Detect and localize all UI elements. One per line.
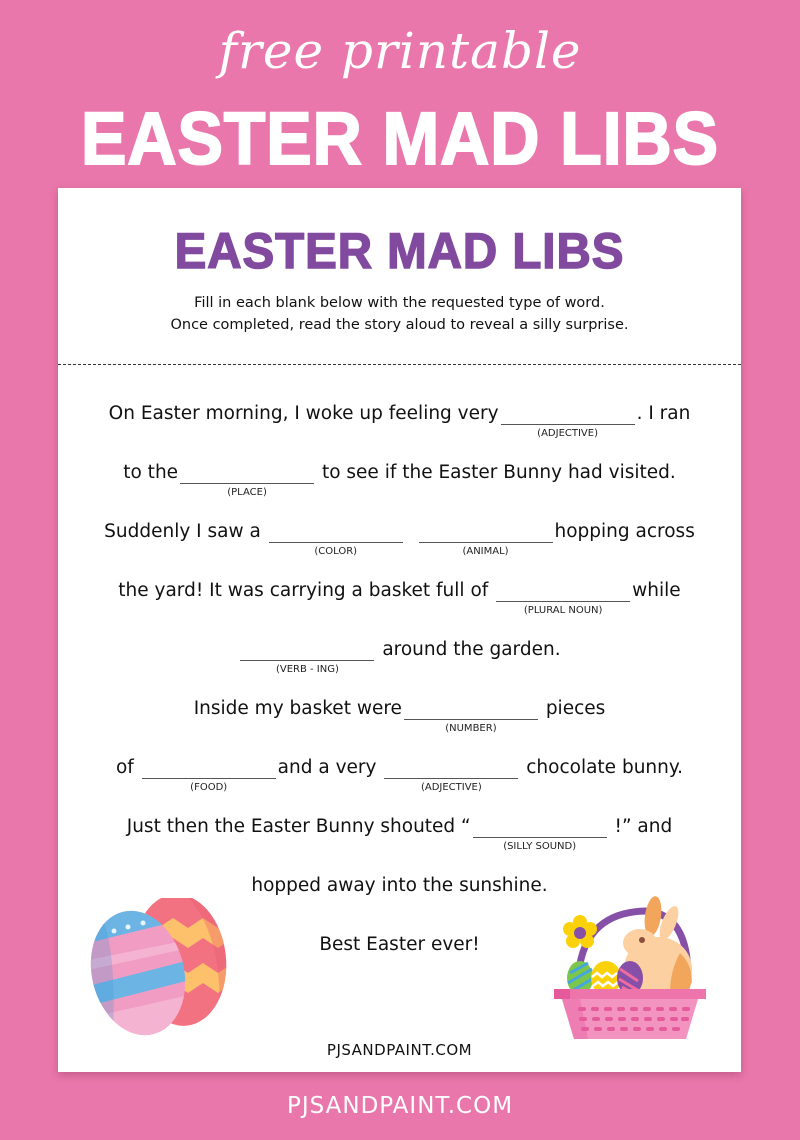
blank-number[interactable] — [404, 689, 538, 734]
blank-hint: (VERB - ING) — [275, 664, 339, 675]
blank-hint: (PLURAL NOUN) — [523, 605, 603, 616]
story-text: to the — [123, 462, 179, 483]
instruction-line-1: Fill in each blank below with the requested type of word. — [194, 295, 605, 311]
story-text: and a very — [277, 757, 377, 778]
bunny-basket-icon — [550, 891, 710, 1046]
story-closing: Best Easter ever! — [319, 934, 480, 955]
dashed-cut-line — [58, 364, 741, 365]
blank-hint: (SILLY SOUND) — [503, 841, 577, 852]
story-line-7 — [58, 748, 741, 807]
story-line-8 — [58, 807, 741, 866]
blank-adjective[interactable] — [501, 394, 635, 439]
story-text: around the garden. — [382, 639, 561, 660]
story-text: On Easter morning, I woke up feeling very — [108, 403, 499, 424]
story-text: chocolate bunny. — [526, 757, 684, 778]
sheet-footer-site: PJSANDPAINT.COM — [326, 1041, 473, 1059]
printable-sheet — [58, 188, 741, 1072]
blank-place[interactable] — [180, 453, 314, 498]
header-title: EASTER MAD LIBS — [81, 97, 719, 180]
blank-hint: (NUMBER) — [445, 723, 497, 734]
blank-color[interactable] — [269, 512, 403, 557]
story-text: of — [115, 757, 134, 778]
story-line-5 — [58, 630, 741, 689]
story-line-2 — [58, 453, 741, 512]
blank-silly-sound[interactable] — [473, 807, 607, 852]
blank-hint: (ANIMAL) — [462, 546, 509, 557]
blank-verb-ing[interactable] — [240, 630, 374, 675]
story-line-3 — [58, 512, 741, 571]
instructions — [58, 292, 741, 336]
story-text: hopping across — [554, 521, 695, 542]
blank-hint: (PLACE) — [227, 487, 267, 498]
blank-animal[interactable] — [419, 512, 553, 557]
story-text: pieces — [545, 698, 606, 719]
blank-food[interactable] — [142, 748, 276, 793]
story-text: Suddenly I saw a — [104, 521, 261, 542]
blank-hint: (COLOR) — [314, 546, 358, 557]
story-text: hopped away into the sunshine. — [251, 875, 548, 896]
blank-plural-noun[interactable] — [496, 571, 630, 616]
blank-hint: (FOOD) — [190, 782, 228, 793]
story-text: Inside my basket were — [193, 698, 402, 719]
story-line-6 — [58, 689, 741, 748]
blank-hint: (ADJECTIVE) — [420, 782, 482, 793]
story-text: the yard! It was carrying a basket full of — [118, 580, 489, 601]
story-text: to see if the Easter Bunny had visited. — [321, 462, 676, 483]
story-text: while — [632, 580, 681, 601]
story-text: . I ran — [636, 403, 691, 424]
easter-eggs-icon — [88, 898, 238, 1038]
blank-adjective-2[interactable] — [384, 748, 518, 793]
story-line-1 — [58, 394, 741, 453]
story-text: Just then the Easter Bunny shouted “ — [126, 816, 471, 837]
instruction-line-2: Once completed, read the story aloud to reveal a silly surprise. — [170, 317, 629, 333]
free-printable-subtitle: free printable — [218, 22, 582, 80]
story-line-4 — [58, 571, 741, 630]
page-footer-site: PJSANDPAINT.COM — [286, 1093, 514, 1119]
sheet-title: EASTER MAD LIBS — [174, 223, 625, 279]
blank-hint: (ADJECTIVE) — [537, 428, 598, 439]
story-text: !” and — [614, 816, 673, 837]
